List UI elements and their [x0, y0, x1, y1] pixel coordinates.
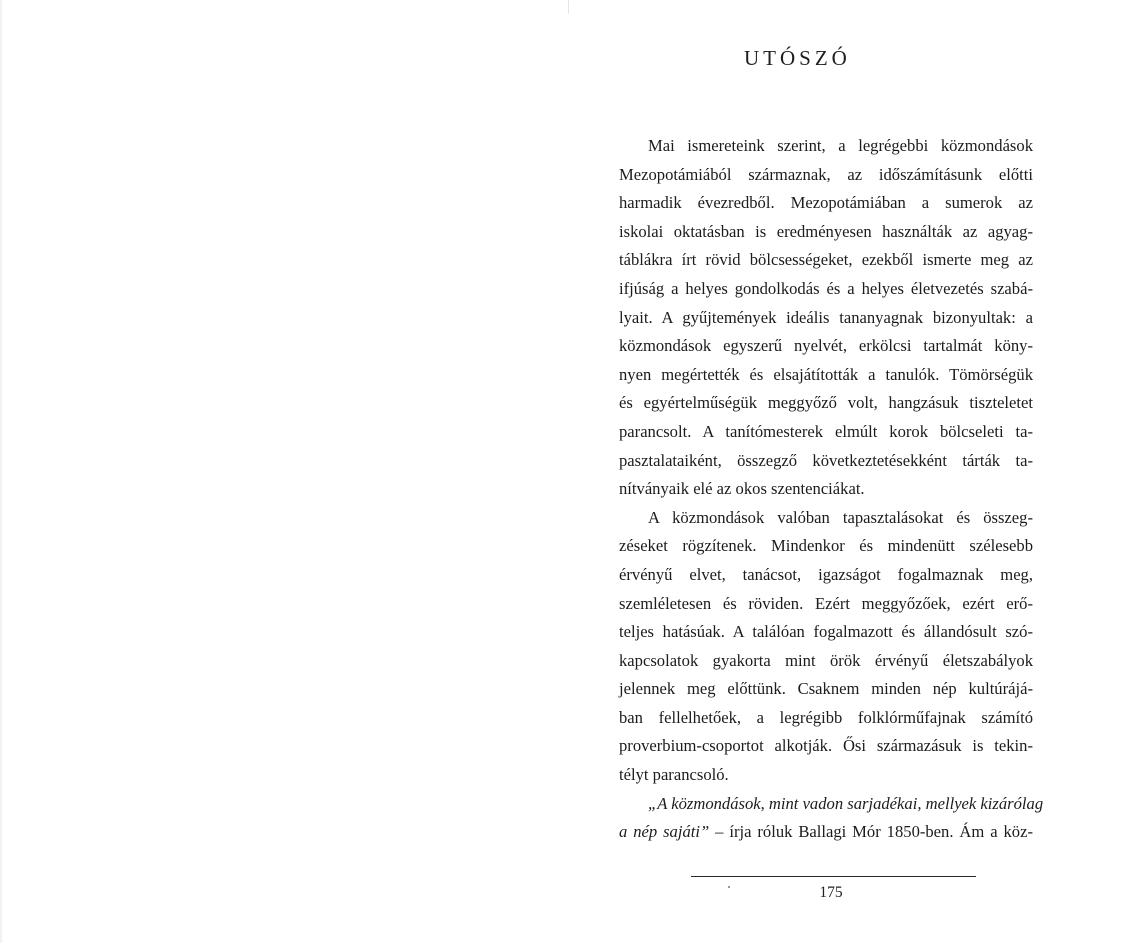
page-number: 175	[819, 884, 843, 901]
text-line: Mai ismereteink szerint, a legrégebbi közmondások	[648, 136, 1033, 155]
text-line: ban fellelhetőek, a legrégibb folklórműfajnak számító	[619, 707, 1033, 727]
text-line: és egyértelműségük meggyőző volt, hangzásuk tiszteletet	[619, 393, 1033, 413]
text-line: lyait. A gyűjtemények ideális tananyagnak bizonyultak: a	[619, 307, 1033, 327]
text-line: szemléletesen és röviden. Ezért meggyőzőek, ezért erő-	[619, 593, 1033, 613]
text-line: télyt parancsoló.	[619, 765, 729, 785]
text-line: zéseket rögzítenek. Mindenkor és mindenütt szélesebb	[619, 536, 1033, 556]
quotation-line: „A közmondások, mint vadon sarjadékai, mellyek kizárólag	[648, 793, 1044, 813]
text-line: parancsolt. A tanítómesterek elmúlt korok bölcseleti ta-	[619, 421, 1033, 441]
text-line: teljes hatásúak. A találóan fogalmazott és állandósult szó-	[619, 622, 1033, 642]
page-title: UTÓSZÓ	[744, 46, 851, 70]
text-line: közmondások egyszerű nyelvét, erkölcsi tartalmát köny-	[619, 336, 1033, 356]
text-line: harmadik évezredből. Mezopotámiában a sumerok az	[619, 193, 1033, 213]
footer-rule	[691, 876, 976, 877]
text-line: proverbium-csoportot alkotják. Ősi származásuk is tekin-	[619, 736, 1033, 756]
quotation-end: a nép sajáti”	[619, 822, 710, 842]
scan-fold-mark	[568, 0, 569, 14]
text-line	[619, 818, 1033, 847]
body-text	[619, 132, 1044, 847]
text-line: nítványaik elé az okos szentenciákat.	[619, 479, 865, 499]
text-line: kapcsolatok gyakorta mint örök érvényű életszabályok	[619, 650, 1033, 670]
attribution-text: – írja róluk Ballagi Mór 1850-ben. Ám a köz-	[709, 822, 1033, 842]
text-line: nyen megértették és elsajátították a tanulók. Tömörségük	[619, 364, 1033, 384]
text-line: ifjúság a helyes gondolkodás és a helyes életvezetés szabá-	[619, 278, 1033, 298]
text-line: érvényű elvet, tanácsot, igazságot fogalmaznak meg,	[619, 564, 1033, 584]
scan-left-edge	[0, 0, 2, 943]
text-line: táblákra írt rövid bölcsességeket, ezekből ismerte meg az	[619, 250, 1033, 270]
text-line: iskolai oktatásban is eredményesen használták az agyag-	[619, 221, 1033, 241]
text-line: Mezopotámiából származnak, az időszámításunk előtti	[619, 164, 1033, 184]
text-line: pasztalataiként, összegző következtetésekként tárták ta-	[619, 450, 1033, 470]
text-line: jelennek meg előttünk. Csaknem minden nép kultúrájá-	[619, 679, 1033, 699]
text-line: A közmondások valóban tapasztalásokat és összeg-	[648, 507, 1033, 527]
